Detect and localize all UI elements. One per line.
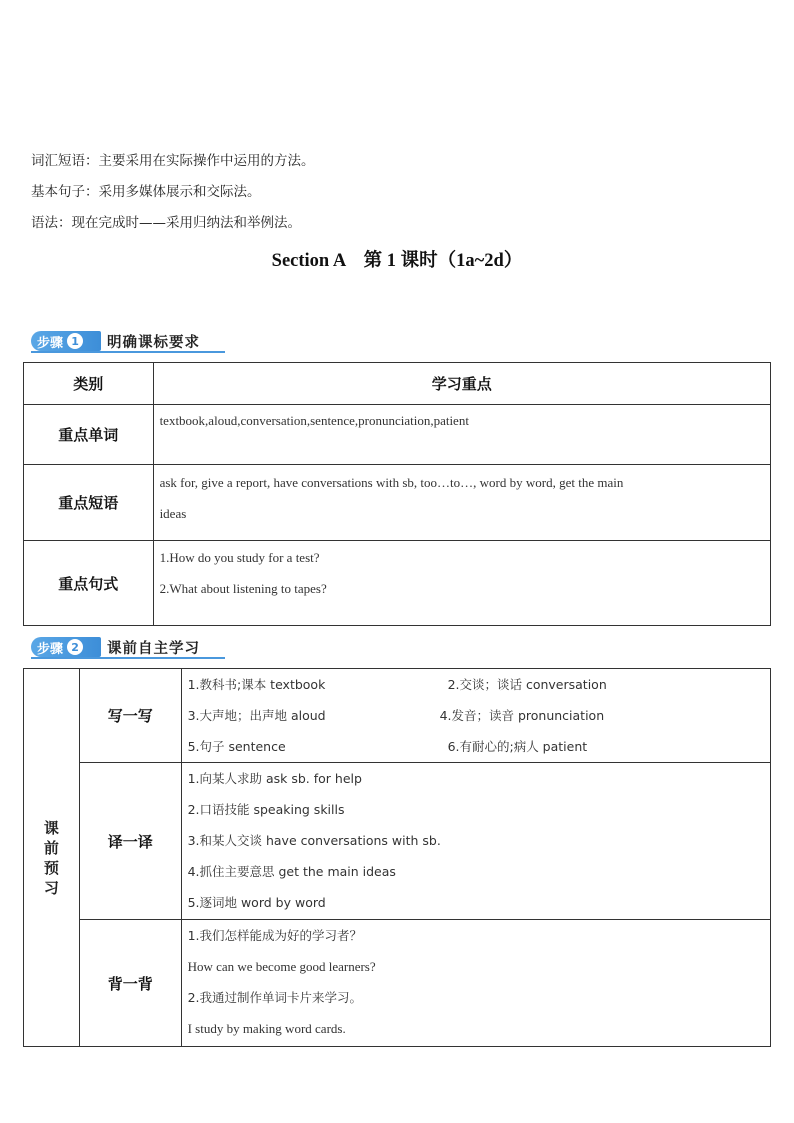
row-line: textbook,aloud,conversation,sentence,pronunciation,patient: [159, 413, 469, 428]
translate-item: 2.口语技能 speaking skills: [187, 802, 345, 817]
row-content-words: [153, 405, 770, 465]
write-row: [188, 669, 770, 700]
translate-item: 1.向某人求助 ask sb. for help: [187, 771, 362, 786]
teaching-methods: [31, 146, 315, 239]
write-item: 4.发音；读音 pronunciation: [439, 708, 605, 723]
row-label-sentences: 重点句式: [24, 541, 154, 626]
step-2-underline: [31, 657, 225, 659]
step-2-badge: [31, 637, 101, 657]
method-line-grammar: 语法：现在完成时——采用归纳法和举例法。: [31, 215, 301, 231]
translate-item: 5.逐词地 word by word: [187, 895, 326, 910]
preview-table: [23, 668, 771, 1047]
write-item: 2.交谈；谈话 conversation: [447, 677, 607, 692]
table-row: [24, 405, 771, 465]
method-line-sentences: 基本句子：采用多媒体展示和交际法。: [31, 184, 261, 200]
table-row: [24, 669, 771, 763]
row-content-phrases: [153, 465, 770, 541]
preview-side-label: [24, 669, 80, 1047]
step-1-underline: [31, 351, 225, 353]
table-header-row: [24, 363, 771, 405]
translate-label: 译一译: [79, 763, 181, 920]
translate-item: 4.抓住主要意思 get the main ideas: [187, 864, 396, 879]
write-item: 3.大声地；出声地 aloud: [187, 708, 326, 723]
step-2-label: 课前自主学习: [107, 640, 200, 657]
write-item: 5.句子 sentence: [187, 739, 286, 754]
write-content: [181, 669, 770, 763]
method-line-vocabulary: 词汇短语：主要采用在实际操作中运用的方法。: [31, 153, 315, 169]
header-category: 类别: [24, 363, 154, 405]
header-focus: 学习重点: [153, 363, 770, 405]
table-row: [24, 541, 771, 626]
table-row: [24, 920, 771, 1047]
translate-content: [181, 763, 770, 920]
row-label-phrases: 重点短语: [24, 465, 154, 541]
step-1-badge: [31, 331, 101, 351]
write-item: 6.有耐心的;病人 patient: [447, 739, 588, 754]
recite-item: 2.我通过制作单词卡片来学习。: [187, 990, 362, 1005]
write-row: [188, 700, 770, 731]
step-2-badge-text: 步骤: [37, 641, 64, 657]
step-1-badge-text: 步骤: [37, 335, 64, 351]
row-line: 2.What about listening to tapes?: [159, 581, 327, 596]
step-1-label: 明确课标要求: [107, 334, 200, 351]
recite-item: How can we become good learners?: [187, 959, 376, 974]
row-line: 1.How do you study for a test?: [159, 550, 320, 565]
recite-label: 背一背: [79, 920, 181, 1047]
recite-content: [181, 920, 770, 1047]
lesson-title: Section A 第 1 课时（1a~2d）: [271, 251, 523, 271]
write-row: [188, 731, 770, 762]
preview-side-text: 课前预习: [43, 818, 59, 897]
row-line: ask for, give a report, have conversations with sb, too…to…, word by word, get the main: [159, 475, 624, 490]
recite-item: I study by making word cards.: [187, 1021, 346, 1036]
step-1-number: 1: [67, 333, 83, 349]
step-2-heading: [31, 637, 200, 657]
step-1-heading: [31, 331, 200, 351]
table-row: [24, 763, 771, 920]
write-label: 写一写: [79, 669, 181, 763]
write-item: 1.教科书;课本 textbook: [187, 677, 326, 692]
translate-item: 3.和某人交谈 have conversations with sb.: [187, 833, 441, 848]
recite-item: 1.我们怎样能成为好的学习者？: [187, 928, 362, 943]
step-2-number: 2: [67, 639, 83, 655]
row-label-words: 重点单词: [24, 405, 154, 465]
table-row: [24, 465, 771, 541]
row-line: ideas: [159, 506, 187, 521]
row-content-sentences: [153, 541, 770, 626]
course-standard-table: [23, 362, 771, 626]
